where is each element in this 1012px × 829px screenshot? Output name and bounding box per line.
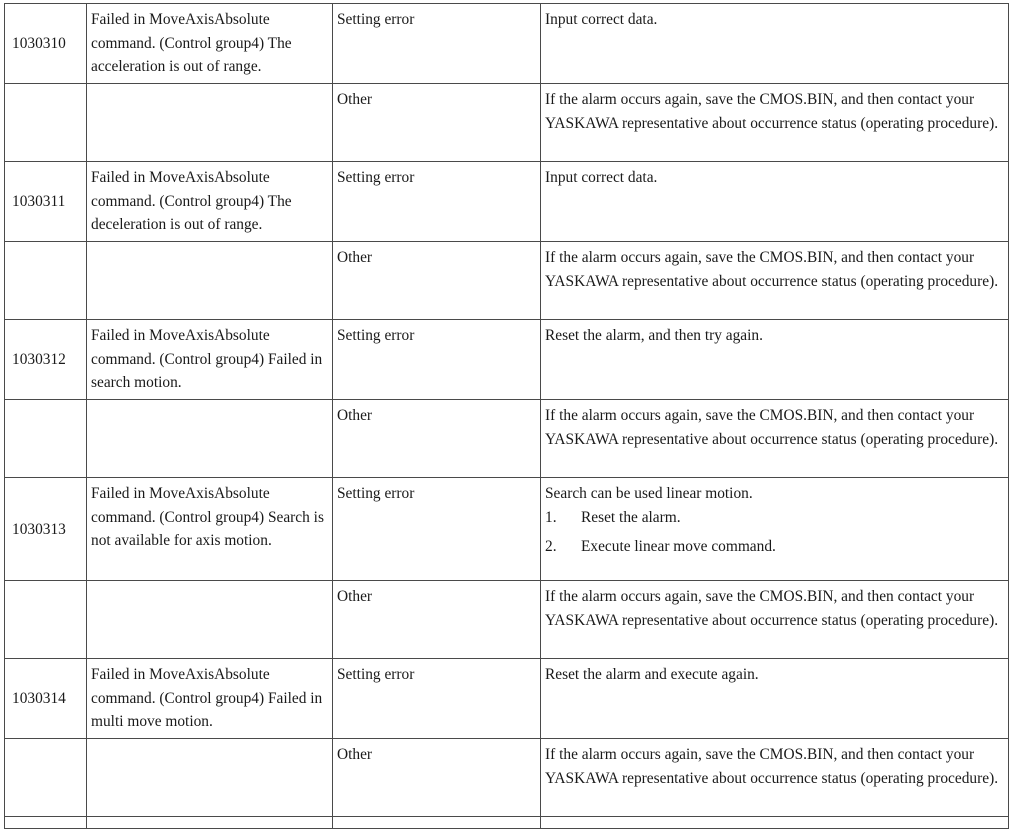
- cause-type: Setting error: [333, 162, 541, 242]
- table-row: [5, 320, 1009, 400]
- empty-cell: [5, 84, 87, 162]
- step-number: 2.: [545, 538, 557, 555]
- remedy: Reset the alarm, and then try again.: [541, 320, 1009, 400]
- table-row: [5, 817, 1009, 829]
- remedy: If the alarm occurs again, save the CMOS.BIN, and then contact your YASKAWA representative about occurrence status (operating procedure).: [541, 400, 1009, 478]
- remedy-text: Search can be used linear motion.: [545, 485, 753, 502]
- table-row: [5, 400, 1009, 478]
- empty-cell: [5, 581, 87, 659]
- table-row: [5, 739, 1009, 817]
- cause-type: Other: [333, 84, 541, 162]
- alarm-cause: Failed in MoveAxisAbsolute command. (Control group4) Failed in multi move motion.: [87, 659, 333, 739]
- empty-cell: [87, 400, 333, 478]
- remedy: [541, 478, 1009, 581]
- alarm-code: 1030314: [5, 659, 87, 739]
- remedy-step: [545, 535, 1004, 559]
- alarm-cause: Failed in MoveAxisAbsolute command. (Control group4) The deceleration is out of range.: [87, 162, 333, 242]
- table-row: [5, 4, 1009, 84]
- alarm-table: [4, 3, 1009, 829]
- cause-type: Setting error: [333, 659, 541, 739]
- cause-type: Other: [333, 739, 541, 817]
- alarm-code: 1030312: [5, 320, 87, 400]
- remedy: Reset the alarm and execute again.: [541, 659, 1009, 739]
- alarm-cause: Failed in MoveAxisAbsolute command. (Control group4) Search is not available for axis motion.: [87, 478, 333, 581]
- empty-cell: [5, 817, 87, 829]
- table-row: [5, 478, 1009, 581]
- cause-type: Setting error: [333, 478, 541, 581]
- cause-type: Setting error: [333, 4, 541, 84]
- empty-cell: [87, 581, 333, 659]
- table-row: [5, 659, 1009, 739]
- alarm-cause: Failed in MoveAxisAbsolute command. (Control group4) The acceleration is out of range.: [87, 4, 333, 84]
- remedy: If the alarm occurs again, save the CMOS.BIN, and then contact your YASKAWA representative about occurrence status (operating procedure).: [541, 242, 1009, 320]
- remedy-step: [545, 506, 1004, 530]
- empty-cell: [5, 739, 87, 817]
- remedy: Input correct data.: [541, 162, 1009, 242]
- table-row: [5, 162, 1009, 242]
- step-text: Reset the alarm.: [581, 508, 681, 526]
- empty-cell: [333, 817, 541, 829]
- empty-cell: [5, 242, 87, 320]
- empty-cell: [541, 817, 1009, 829]
- remedy: Input correct data.: [541, 4, 1009, 84]
- cause-type: Other: [333, 400, 541, 478]
- table-row: [5, 581, 1009, 659]
- remedy: If the alarm occurs again, save the CMOS.BIN, and then contact your YASKAWA representative about occurrence status (operating procedure).: [541, 739, 1009, 817]
- empty-cell: [87, 242, 333, 320]
- table-row: [5, 84, 1009, 162]
- remedy: If the alarm occurs again, save the CMOS.BIN, and then contact your YASKAWA representative about occurrence status (operating procedure).: [541, 581, 1009, 659]
- remedy: If the alarm occurs again, save the CMOS.BIN, and then contact your YASKAWA representative about occurrence status (operating procedure).: [541, 84, 1009, 162]
- step-number: 1.: [545, 508, 557, 526]
- cause-type: Setting error: [333, 320, 541, 400]
- empty-cell: [87, 817, 333, 829]
- table-row: [5, 242, 1009, 320]
- empty-cell: [87, 739, 333, 817]
- alarm-code: 1030313: [5, 478, 87, 581]
- cause-type: Other: [333, 581, 541, 659]
- cause-type: Other: [333, 242, 541, 320]
- alarm-cause: Failed in MoveAxisAbsolute command. (Control group4) Failed in search motion.: [87, 320, 333, 400]
- empty-cell: [87, 84, 333, 162]
- step-text: Execute linear move command.: [581, 538, 776, 555]
- empty-cell: [5, 400, 87, 478]
- alarm-code: 1030310: [5, 4, 87, 84]
- alarm-code: 1030311: [5, 162, 87, 242]
